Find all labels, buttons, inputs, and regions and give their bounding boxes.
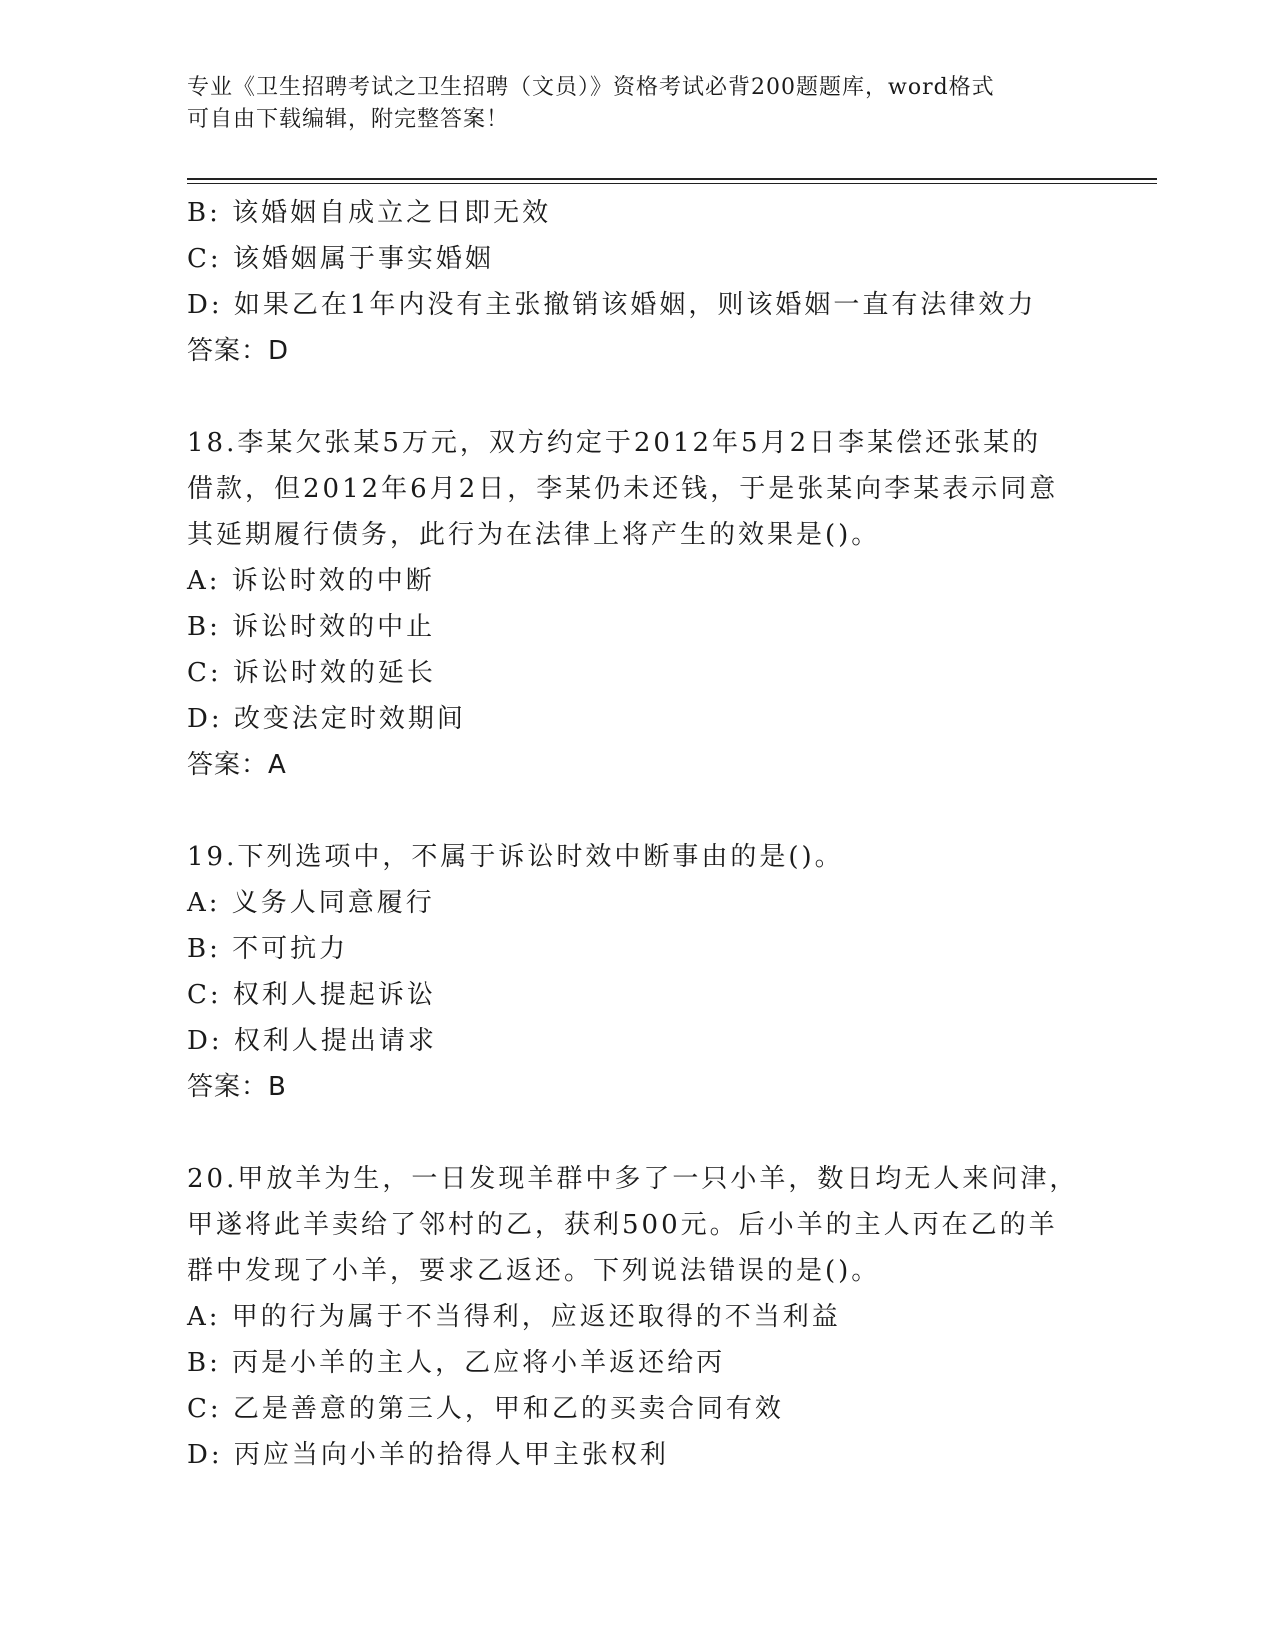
header-divider-thin [187,183,1157,184]
question-stem-line: 其延期履行债务，此行为在法律上将产生的效果是()。 [187,520,881,550]
question-17 [187,190,1087,374]
option-c: C: 诉讼时效的延长 [187,658,436,688]
option-c: C: 该婚姻属于事实婚姻 [187,244,494,274]
question-stem-line: 借款，但2012年6月2日，李某仍未还钱，于是张某向李某表示同意 [187,474,1059,504]
option-d: D: 丙应当向小羊的拾得人甲主张权利 [187,1440,669,1470]
answer-line: 答案：A [187,750,287,780]
question-content [187,190,1087,1478]
option-a: A: 义务人同意履行 [187,888,435,918]
question-stem-line: 甲遂将此羊卖给了邻村的乙，获利500元。后小羊的主人丙在乙的羊 [187,1210,1058,1240]
header-title-line-2: 可自由下载编辑，附完整答案！ [187,107,510,132]
option-d: D: 改变法定时效期间 [187,704,466,734]
option-b: B: 诉讼时效的中止 [187,612,436,642]
document-header [187,72,1067,136]
question-20 [187,1156,1087,1478]
question-stem-line: 18.李某欠张某5万元，双方约定于2012年5月2日李某偿还张某的 [187,428,1042,458]
answer-line: 答案：D [187,336,290,366]
question-stem-line: 群中发现了小羊，要求乙返还。下列说法错误的是()。 [187,1256,881,1286]
option-c: C: 权利人提起诉讼 [187,980,436,1010]
header-title-line-1: 专业《卫生招聘考试之卫生招聘（文员）》资格考试必背200题题库，word格式 [187,75,995,100]
option-b: B: 该婚姻自成立之日即无效 [187,198,552,228]
question-stem-line: 20.甲放羊为生，一日发现羊群中多了一只小羊，数日均无人来问津， [187,1164,1079,1194]
question-18 [187,420,1087,788]
option-c: C: 乙是善意的第三人，甲和乙的买卖合同有效 [187,1394,784,1424]
question-stem-line: 19.下列选项中，不属于诉讼时效中断事由的是()。 [187,842,844,872]
option-d: D: 权利人提出请求 [187,1026,437,1056]
option-b: B: 不可抗力 [187,934,349,964]
option-a: A: 诉讼时效的中断 [187,566,435,596]
question-19 [187,834,1087,1110]
option-a: A: 甲的行为属于不当得利，应返还取得的不当利益 [187,1302,841,1332]
option-b: B: 丙是小羊的主人，乙应将小羊返还给丙 [187,1348,726,1378]
option-d: D: 如果乙在1年内没有主张撤销该婚姻，则该婚姻一直有法律效力 [187,290,1037,320]
header-divider-thick [187,178,1157,180]
answer-line: 答案：B [187,1072,287,1102]
